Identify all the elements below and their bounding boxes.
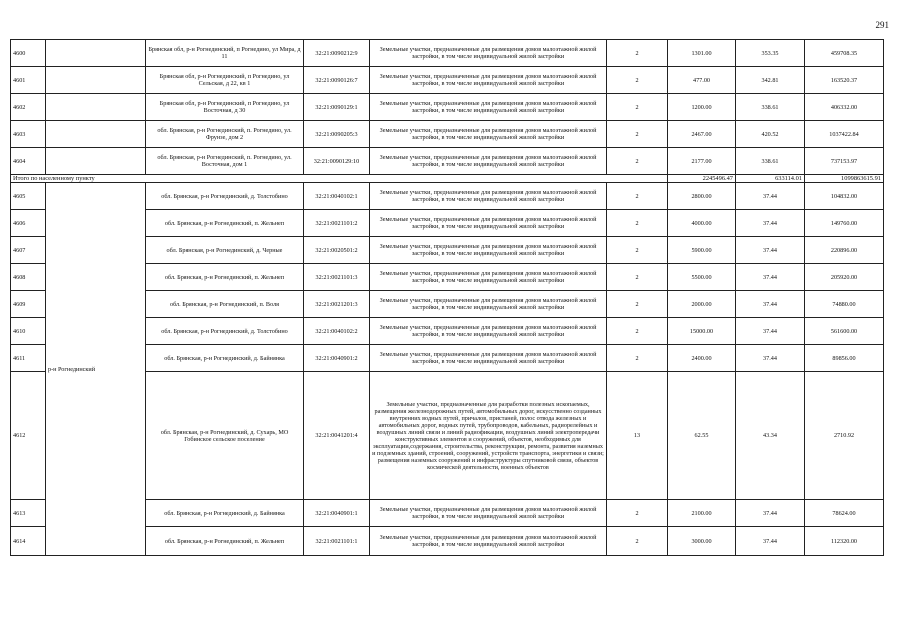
row-number: 4612 (11, 372, 46, 500)
row-value: 78624.00 (805, 500, 884, 527)
row-area: 62.55 (668, 372, 736, 500)
row-price: 342.81 (736, 67, 805, 94)
row-category: 2 (607, 345, 668, 372)
row-area: 477.00 (668, 67, 736, 94)
row-location (46, 121, 146, 148)
row-category: 2 (607, 291, 668, 318)
row-cadastral-number: 32:21:0021101:3 (304, 264, 370, 291)
row-price: 37.44 (736, 237, 805, 264)
row-value: 74880.00 (805, 291, 884, 318)
row-value: 104832.00 (805, 183, 884, 210)
row-value: 737153.97 (805, 148, 884, 175)
row-location (46, 67, 146, 94)
table-row (11, 67, 884, 94)
row-value: 149760.00 (805, 210, 884, 237)
row-category: 2 (607, 183, 668, 210)
total-value: 1099863615.91 (805, 175, 884, 183)
row-value: 2710.92 (805, 372, 884, 500)
row-area: 2800.00 (668, 183, 736, 210)
row-area: 2100.00 (668, 500, 736, 527)
row-address: обл. Брянская, р-н Рогнединский, д. Толстобино (146, 183, 304, 210)
row-number: 4603 (11, 121, 46, 148)
row-category: 2 (607, 318, 668, 345)
row-cadastral-number: 32:21:0040102:2 (304, 318, 370, 345)
row-address: Брянская обл, р-н Рогнединский, п Рогнедино, ул Восточная, д 30 (146, 94, 304, 121)
total-area: 2245496.47 (668, 175, 736, 183)
row-area: 2177.00 (668, 148, 736, 175)
row-price: 37.44 (736, 210, 805, 237)
row-cadastral-number: 32:21:0040901:2 (304, 345, 370, 372)
row-location (46, 40, 146, 67)
row-number: 4609 (11, 291, 46, 318)
row-cadastral-number: 32:21:0021101:1 (304, 527, 370, 556)
row-area: 3000.00 (668, 527, 736, 556)
row-price: 37.44 (736, 318, 805, 345)
row-address: обл. Брянская, р-н Рогнединский, д. Толстобино (146, 318, 304, 345)
row-price: 420.52 (736, 121, 805, 148)
page-number: 291 (875, 20, 889, 30)
row-category: 2 (607, 237, 668, 264)
row-price: 37.44 (736, 527, 805, 556)
row-price: 37.44 (736, 183, 805, 210)
row-value: 112320.00 (805, 527, 884, 556)
row-number: 4601 (11, 67, 46, 94)
row-price: 37.44 (736, 345, 805, 372)
row-value: 1037422.84 (805, 121, 884, 148)
row-location (46, 94, 146, 121)
row-area: 15000.00 (668, 318, 736, 345)
row-area: 2000.00 (668, 291, 736, 318)
row-cadastral-number: 32:21:0041201:4 (304, 372, 370, 500)
table-body-a (11, 40, 884, 175)
row-category: 2 (607, 527, 668, 556)
row-number: 4608 (11, 264, 46, 291)
row-address: обл. Брянская, р-н Рогнединский, п. Рогнедино, ул. Восточная, дом 1 (146, 148, 304, 175)
row-value: 163520.37 (805, 67, 884, 94)
total-price: 633114.01 (736, 175, 805, 183)
row-purpose: Земельные участки, предназначенные для размещения домов малоэтажной жилой застройки, в том числе индивидуальной жилой застройки (370, 291, 607, 318)
row-purpose: Земельные участки, предназначенные для размещения домов малоэтажной жилой застройки, в том числе индивидуальной жилой застройки (370, 210, 607, 237)
row-cadastral-number: 32:21:0090126:7 (304, 67, 370, 94)
row-cadastral-number: 32:21:0040102:1 (304, 183, 370, 210)
row-cadastral-number: 32:21:0020501:2 (304, 237, 370, 264)
row-address: Брянская обл, р-н Рогнединский, п Рогнедино, ул Мира, д 11 (146, 40, 304, 67)
row-price: 43.34 (736, 372, 805, 500)
row-purpose: Земельные участки, предназначенные для размещения домов малоэтажной жилой застройки, в том числе индивидуальной жилой застройки (370, 94, 607, 121)
row-area: 1301.00 (668, 40, 736, 67)
row-purpose: Земельные участки, предназначенные для размещения домов малоэтажной жилой застройки, в том числе индивидуальной жилой застройки (370, 183, 607, 210)
row-purpose: Земельные участки, предназначенные для разработки полезных ископаемых, размещения железнодорожных путей, автомобильных дорог, искусственно созданных внутренних водных путей, причалов, пристаней, полос отвода железных и автомобильных дорог, водных путей, трубопроводов, кабельных, радиорелейных и воздушных линий связи и линий радиофикации, воздушных линий электропередачи конструктивных элементов и сооружений, объектов, необходимых для эксплуатации,содержания, строительства, реконструкции, ремонта, развития наземных и подземных зданий, строений, сооружений, устройств транспорта, энергетики и связи; размещения наземных сооружений и инфраструктуры спутниковой связи, объектов космической деятельности, военных объектов (370, 372, 607, 500)
row-category: 2 (607, 121, 668, 148)
table-row (11, 94, 884, 121)
row-value: 406332.00 (805, 94, 884, 121)
row-purpose: Земельные участки, предназначенные для размещения домов малоэтажной жилой застройки, в том числе индивидуальной жилой застройки (370, 121, 607, 148)
row-category: 2 (607, 94, 668, 121)
table-row (11, 183, 884, 210)
table-row (11, 121, 884, 148)
table-row (11, 148, 884, 175)
row-number: 4605 (11, 183, 46, 210)
row-area: 5500.00 (668, 264, 736, 291)
row-number: 4610 (11, 318, 46, 345)
row-category: 2 (607, 40, 668, 67)
row-number: 4606 (11, 210, 46, 237)
row-address: обл. Брянская, р-н Рогнединский, д. Байнянка (146, 345, 304, 372)
row-address: Брянская обл, р-н Рогнединский, п Рогнедино, ул Сельская, д 22, кв 1 (146, 67, 304, 94)
row-address: обл. Брянская, р-н Рогнединский, п. Жельнеп (146, 264, 304, 291)
row-number: 4613 (11, 500, 46, 527)
row-address: обл. Брянская, р-н Рогнединский, п. Жельнеп (146, 210, 304, 237)
row-cadastral-number: 32:21:0040901:1 (304, 500, 370, 527)
row-number: 4607 (11, 237, 46, 264)
row-cadastral-number: 32:21:0090129:1 (304, 94, 370, 121)
row-address: обл. Брянская, р-н Рогнединский, п. Жельнеп (146, 527, 304, 556)
total-label: Итого по населенному пункту (11, 175, 668, 183)
row-price: 353.35 (736, 40, 805, 67)
row-purpose: Земельные участки, предназначенные для размещения домов малоэтажной жилой застройки, в том числе индивидуальной жилой застройки (370, 40, 607, 67)
row-area: 4000.00 (668, 210, 736, 237)
row-category: 2 (607, 264, 668, 291)
row-price: 338.61 (736, 94, 805, 121)
row-value: 459708.35 (805, 40, 884, 67)
row-number: 4604 (11, 148, 46, 175)
row-address: обл. Брянская, р-н Рогнединский, п. Воля (146, 291, 304, 318)
row-number: 4614 (11, 527, 46, 556)
row-number: 4602 (11, 94, 46, 121)
row-cadastral-number: 32:21:0021101:2 (304, 210, 370, 237)
row-number: 4600 (11, 40, 46, 67)
row-purpose: Земельные участки, предназначенные для размещения домов малоэтажной жилой застройки, в том числе индивидуальной жилой застройки (370, 148, 607, 175)
land-cadastre-table (10, 39, 884, 556)
row-cadastral-number: 32:21:0090205:3 (304, 121, 370, 148)
row-price: 37.44 (736, 500, 805, 527)
table-row (11, 40, 884, 67)
row-category: 2 (607, 500, 668, 527)
row-category: 13 (607, 372, 668, 500)
total-row (11, 175, 884, 183)
row-cadastral-number: 32:21:0021201:3 (304, 291, 370, 318)
row-number: 4611 (11, 345, 46, 372)
row-value: 89856.00 (805, 345, 884, 372)
table-body-b (11, 183, 884, 556)
row-purpose: Земельные участки, предназначенные для размещения домов малоэтажной жилой застройки, в том числе индивидуальной жилой застройки (370, 264, 607, 291)
row-cadastral-number: 32:21:0090129:10 (304, 148, 370, 175)
row-price: 338.61 (736, 148, 805, 175)
row-price: 37.44 (736, 291, 805, 318)
row-purpose: Земельные участки, предназначенные для размещения домов малоэтажной жилой застройки, в том числе индивидуальной жилой застройки (370, 237, 607, 264)
row-value: 561600.00 (805, 318, 884, 345)
row-location (46, 148, 146, 175)
table-body-total (11, 175, 884, 183)
row-category: 2 (607, 148, 668, 175)
row-area: 1200.00 (668, 94, 736, 121)
row-purpose: Земельные участки, предназначенные для размещения домов малоэтажной жилой застройки, в том числе индивидуальной жилой застройки (370, 345, 607, 372)
row-category: 2 (607, 67, 668, 94)
row-area: 5900.00 (668, 237, 736, 264)
row-purpose: Земельные участки, предназначенные для размещения домов малоэтажной жилой застройки, в том числе индивидуальной жилой застройки (370, 318, 607, 345)
row-address: обл. Брянская, р-н Рогнединский, д. Байнянка (146, 500, 304, 527)
row-value: 220896.00 (805, 237, 884, 264)
row-value: 205920.00 (805, 264, 884, 291)
row-category: 2 (607, 210, 668, 237)
row-area: 2400.00 (668, 345, 736, 372)
row-cadastral-number: 32:21:0090212:9 (304, 40, 370, 67)
row-address: обл. Брянская, р-н Рогнединский, д. Сухарь, МО Гобинское сельское поселение (146, 372, 304, 500)
location-label: р-н Рогнединский (46, 183, 146, 556)
row-purpose: Земельные участки, предназначенные для размещения домов малоэтажной жилой застройки, в том числе индивидуальной жилой застройки (370, 500, 607, 527)
row-price: 37.44 (736, 264, 805, 291)
row-address: обл. Брянская, р-н Рогнединский, п. Рогнедино, ул. Фрунзе, дом 2 (146, 121, 304, 148)
row-purpose: Земельные участки, предназначенные для размещения домов малоэтажной жилой застройки, в том числе индивидуальной жилой застройки (370, 67, 607, 94)
row-address: обл. Брянская, р-н Рогнединский, д. Черные (146, 237, 304, 264)
row-area: 2467.00 (668, 121, 736, 148)
row-purpose: Земельные участки, предназначенные для размещения домов малоэтажной жилой застройки, в том числе индивидуальной жилой застройки (370, 527, 607, 556)
